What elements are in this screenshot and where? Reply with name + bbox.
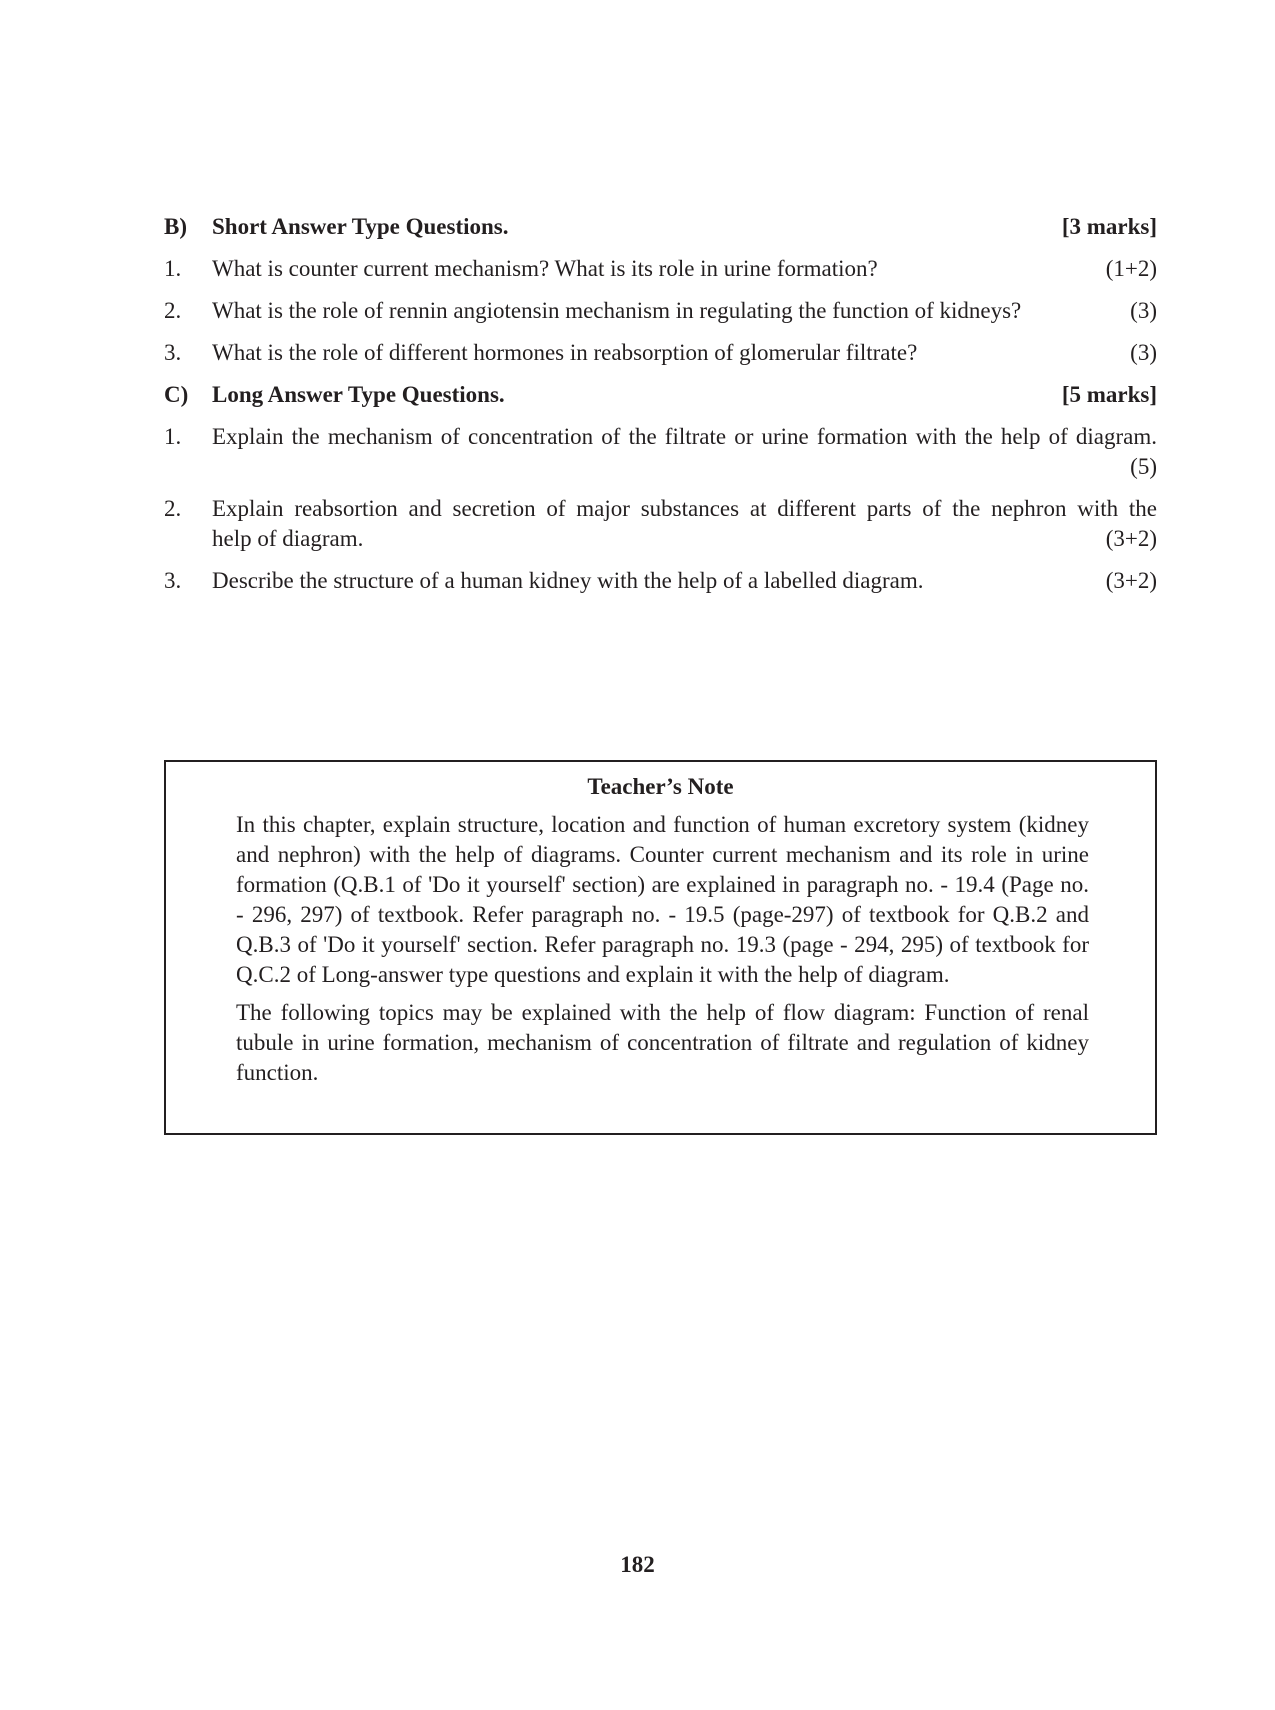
question-text: What is counter current mechanism? What is its role in urine formation?	[212, 256, 878, 281]
question-b3	[164, 338, 1157, 368]
teachers-note-paragraph-2: The following topics may be explained with the help of flow diagram: Function of renal tubule in urine formation, mechanism of concentration of filtrate and regulation of kidney function.	[236, 1000, 1089, 1085]
question-marks: (1+2)	[1105, 256, 1157, 281]
question-marks: (3)	[1130, 340, 1157, 365]
question-number: 2.	[164, 298, 182, 323]
question-marks: (3+2)	[1105, 526, 1157, 551]
question-text: What is the role of different hormones in reabsorption of glomerular filtrate?	[212, 340, 918, 365]
section-c-label: C)	[164, 382, 189, 407]
section-c-marks: [5 marks]	[1061, 382, 1157, 407]
teachers-note-title: Teacher’s Note	[587, 774, 734, 799]
question-text: Explain the mechanism of concentration of the filtrate or urine formation with the help of diagram.	[212, 424, 1157, 449]
question-number: 1.	[164, 424, 182, 449]
page-number: 182	[620, 1552, 655, 1577]
question-marks: (5)	[1130, 454, 1157, 479]
questions-section	[164, 212, 1157, 608]
section-b-heading	[164, 212, 1157, 242]
question-c2	[164, 494, 1157, 554]
question-text: Describe the structure of a human kidney with the help of a labelled diagram.	[212, 568, 924, 593]
section-c-title: Long Answer Type Questions.	[212, 382, 505, 407]
question-text: What is the role of rennin angiotensin mechanism in regulating the function of kidneys?	[212, 298, 1022, 323]
question-number: 2.	[164, 496, 182, 521]
question-text-line1: Explain reabsortion and secretion of major substances at different parts of the nephron with the	[212, 496, 1157, 521]
question-c3	[164, 566, 1157, 596]
section-b-marks: [3 marks]	[1061, 214, 1157, 239]
section-c-heading	[164, 380, 1157, 410]
question-marks: (3+2)	[1105, 568, 1157, 593]
question-c1	[164, 422, 1157, 482]
question-b2	[164, 296, 1157, 326]
question-text-line2: help of diagram.	[212, 526, 364, 551]
question-marks: (3)	[1130, 298, 1157, 323]
teachers-note-paragraph-1: In this chapter, explain structure, location and function of human excretory system (kidney and nephron) with the help of diagrams. Counter current mechanism and its role in urine formation (Q.B.1 of 'Do it yourself' section) are explained in paragraph no. - 19.4 (Page no. - 296, 297) of textbook. Refer paragraph no. - 19.5 (page-297) of textbook for Q.B.2 and Q.B.3 of 'Do it yourself' section. Refer paragraph no. 19.3 (page - 294, 295) of textbook for Q.C.2 of Long-answer type questions and explain it with the help of diagram.	[236, 812, 1089, 987]
section-b-title: Short Answer Type Questions.	[212, 214, 509, 239]
question-number: 3.	[164, 568, 182, 593]
section-b-label: B)	[164, 214, 187, 239]
question-b1	[164, 254, 1157, 284]
teachers-note-box	[164, 760, 1157, 1135]
question-number: 3.	[164, 340, 182, 365]
question-number: 1.	[164, 256, 182, 281]
